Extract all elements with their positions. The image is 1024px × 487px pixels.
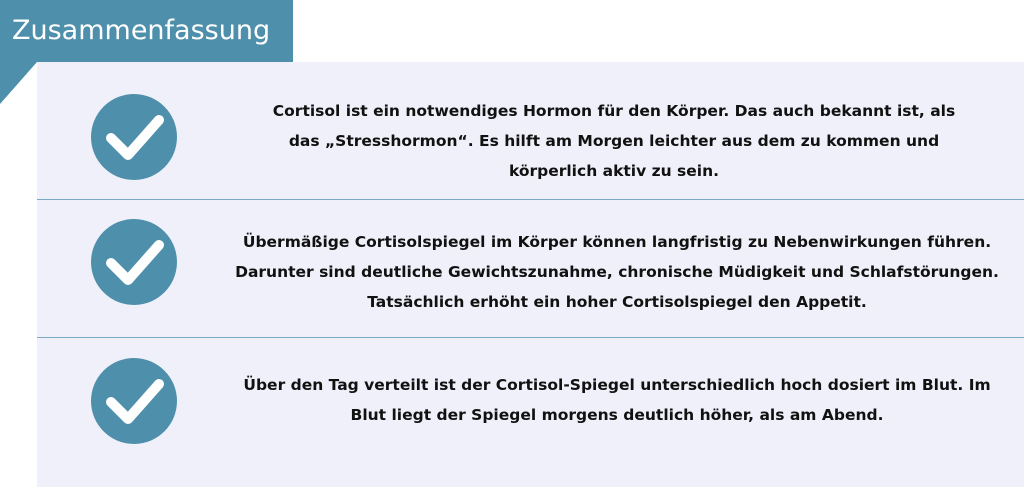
summary-panel (37, 62, 1024, 487)
title-tab-fold (0, 62, 37, 104)
summary-item-text: Cortisol ist ein notwendiges Hormon für den Körper. Das auch bekannt ist, als das „Stresshormon“. Es hilft am Morgen leichter aus dem zu kommen und körperlich aktiv zu sein. (272, 102, 956, 180)
summary-item-3 (37, 338, 1024, 487)
check-icon (91, 358, 177, 444)
summary-item-2 (37, 200, 1024, 337)
summary-item-text: Übermäßige Cortisolspiegel im Körper können langfristig zu Nebenwirkungen führen. Darunter sind deutliche Gewichtszunahme, chronische Müdigkeit und Schlafstörungen. Tatsächlich erhöht ein hoher Cortisolspiegel den Appetit. (235, 233, 999, 311)
summary-item-1 (37, 62, 1024, 199)
check-icon (91, 94, 177, 180)
summary-title: Zusammenfassung (0, 0, 293, 62)
check-icon (91, 219, 177, 305)
summary-item-text: Über den Tag verteilt ist der Cortisol-Spiegel unterschiedlich hoch dosiert im Blut. Im Blut liegt der Spiegel morgens deutlich höher, als am Abend. (243, 376, 991, 424)
